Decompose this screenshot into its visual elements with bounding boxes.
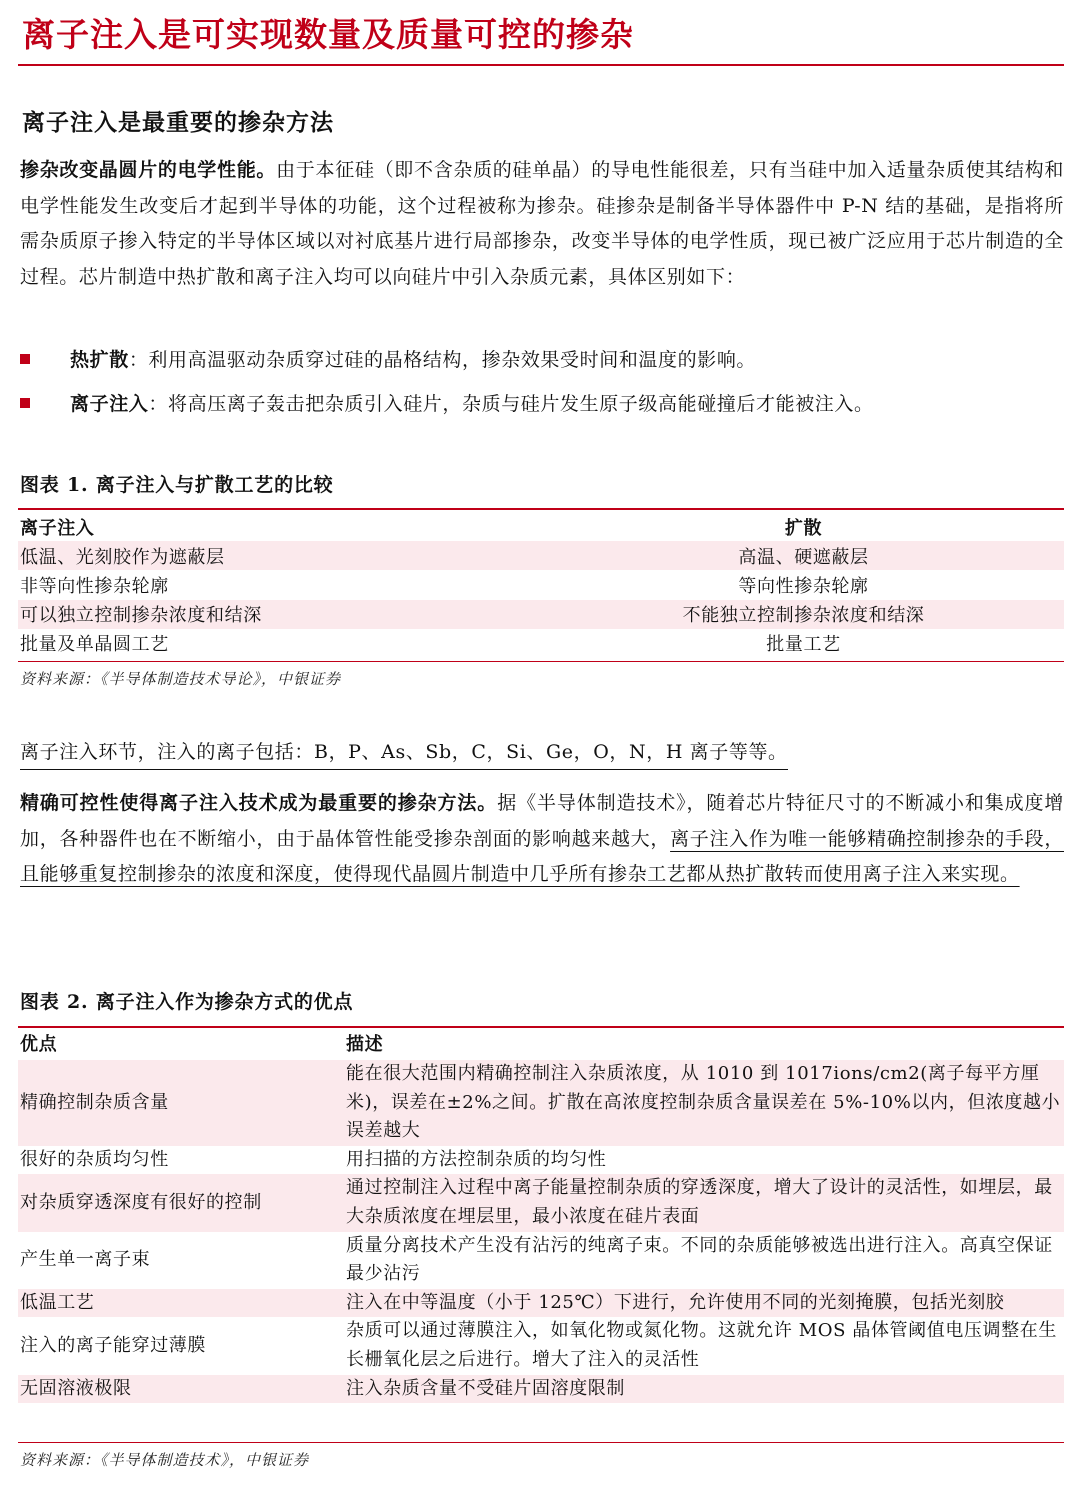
table-cell: 通过控制注入过程中离子能量控制杂质的穿透深度，增大了设计的灵活性，如埋层，最大杂质浓度在埋层里，最小浓度在硅片表面 (346, 1177, 1053, 1227)
figure-2-source: 资料来源：《半导体制造技术》，中银证券 (20, 1451, 310, 1469)
precision-text: 据《半导体制造技术》，随着芯片特征尺寸的不断减小和集成度增加，各种器件也在不断缩小，由于晶体管性能受掺杂剖面的影响越来越大， (20, 792, 1064, 850)
table-header-cell: 离子注入 (20, 517, 95, 539)
bullet-item (20, 387, 1064, 421)
table-cell: 批量及单晶圆工艺 (20, 634, 169, 656)
table-cell: 可以独立控制掺杂浓度和结深 (20, 605, 262, 627)
bullet-text: ：利用高温驱动杂质穿过硅的晶格结构，掺杂效果受时间和温度的影响。 (128, 349, 757, 371)
figure-1-table (18, 512, 1064, 658)
table-row (18, 570, 1064, 599)
precision-underlined-text: 离子注入作为唯一能够精确控制掺杂的手段，且能够重复控制掺杂的浓度和深度，使得现代晶圆片制造中几乎所有掺杂工艺都从热扩散转而使用离子注入来实现。 (20, 827, 1064, 886)
figure-1-bottom-rule (18, 661, 1064, 662)
table-header-row (18, 1030, 1064, 1060)
table-cell: 注入在中等温度（小于 125℃）下进行，允许使用不同的光刻掩膜，包括光刻胶 (346, 1291, 1005, 1313)
table-cell: 等向性掺杂轮廓 (738, 575, 869, 597)
figure-2-top-rule (18, 1026, 1064, 1028)
table-row (18, 1375, 1064, 1404)
table-header-cell: 优点 (20, 1034, 58, 1055)
intro-paragraph (20, 153, 1064, 295)
table-row (18, 1174, 1064, 1231)
page-title: 离子注入是可实现数量及质量可控的掺杂 (22, 15, 634, 54)
bullet-term: 离子注入 (70, 393, 149, 415)
bullet-square-icon (20, 398, 30, 408)
figure-2-bottom-rule (18, 1442, 1064, 1443)
table-cell: 精确控制杂质含量 (20, 1091, 169, 1113)
bullet-text: ：将高压离子轰击把杂质引入硅片，杂质与硅片发生原子级高能碰撞后才能被注入。 (148, 393, 874, 415)
table-row (18, 629, 1064, 658)
table-cell: 高温、硬遮蔽层 (738, 546, 869, 568)
table-cell: 很好的杂质均匀性 (20, 1148, 169, 1170)
table-cell: 用扫描的方法控制杂质的均匀性 (346, 1148, 607, 1170)
figure-2-table (18, 1030, 1064, 1403)
intro-lead: 掺杂改变晶圆片的电学性能。 (20, 159, 277, 181)
table-row (18, 1317, 1064, 1374)
table-cell: 注入的离子能穿过薄膜 (20, 1334, 206, 1356)
table-cell: 非等向性掺杂轮廓 (20, 575, 169, 597)
bullet-item (20, 343, 1064, 377)
bullet-term: 热扩散 (70, 349, 129, 371)
table-row (18, 1146, 1064, 1175)
table-row (18, 1289, 1064, 1318)
table-header-cell: 扩散 (784, 517, 823, 539)
table-cell: 质量分离技术产生没有沾污的纯离子束。不同的杂质能够被选出进行注入。高真空保证最少沾污 (346, 1234, 1053, 1285)
figure-1-top-rule (18, 508, 1064, 510)
title-divider (18, 64, 1064, 66)
table-row (18, 541, 1064, 570)
table-cell: 杂质可以通过薄膜注入，如氧化物或氮化物。这就允许 MOS 晶体管阈值电压调整在生长栅氧化层之后进行。增大了注入的灵活性 (346, 1320, 1057, 1370)
ions-list-line: 离子注入环节，注入的离子包括：B，P、As、Sb，C，Si、Ge，O，N，H 离子等等。 (20, 735, 788, 770)
section-heading: 离子注入是最重要的掺杂方法 (22, 109, 334, 136)
precision-paragraph (20, 786, 1064, 893)
intro-text: 由于本征硅（即不含杂质的硅单晶）的导电性能很差，只有当硅中加入适量杂质使其结构和电学性能发生改变后才起到半导体的功能，这个过程被称为掺杂。硅掺杂是制备半导体器件中 P-N 结的基础，是指将所需杂质原子掺入特定的半导体区域以对衬底基片进行局部掺杂，改变半导体的电学性质，现已被广泛应用于芯片制造的全过程。芯片制造中热扩散和离子注入均可以向硅片中引入杂质元素，具体区别如下： (20, 159, 1064, 288)
figure-1-source: 资料来源：《半导体制造技术导论》，中银证券 (20, 670, 342, 688)
table-header-cell: 描述 (346, 1034, 384, 1055)
table-cell: 不能独立控制掺杂浓度和结深 (682, 605, 925, 627)
table-cell: 无固溶液极限 (20, 1377, 132, 1399)
table-row (18, 1232, 1064, 1289)
table-cell: 注入杂质含量不受硅片固溶度限制 (346, 1377, 625, 1399)
table-row (18, 600, 1064, 629)
bullet-square-icon (20, 354, 30, 364)
precision-lead: 精确可控性使得离子注入技术成为最重要的掺杂方法。 (20, 792, 498, 814)
table-cell: 低温、光刻胶作为遮蔽层 (20, 546, 225, 568)
table-header-row (18, 512, 1064, 541)
table-cell: 能在很大范围内精确控制注入杂质浓度，从 1010 到 1017ions/cm2(离子每平方厘米)，误差在±2%之间。扩散在高浓度控制杂质含量误差在 5%-10%以内，但浓度越小误差越大 (346, 1063, 1061, 1142)
table-cell: 低温工艺 (20, 1291, 95, 1313)
table-cell: 批量工艺 (766, 634, 841, 656)
table-row (18, 1060, 1064, 1146)
figure-2-title: 图表 2. 离子注入作为掺杂方式的优点 (20, 991, 354, 1013)
figure-1-title: 图表 1. 离子注入与扩散工艺的比较 (20, 474, 334, 496)
table-cell: 产生单一离子束 (20, 1248, 151, 1270)
table-cell: 对杂质穿透深度有很好的控制 (20, 1191, 262, 1213)
